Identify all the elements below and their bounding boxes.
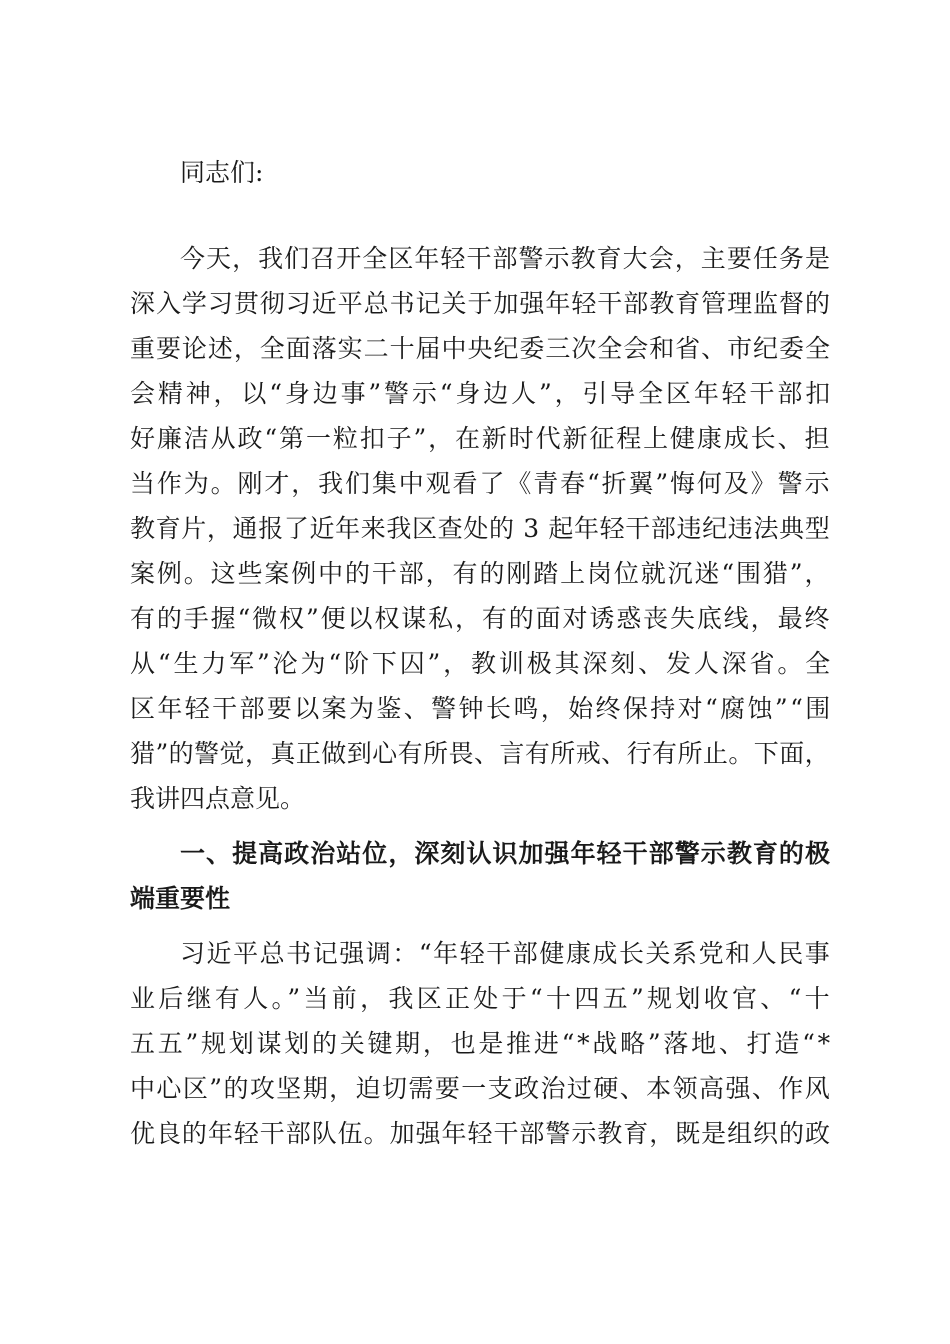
paragraph1-line-11: 区年轻干部要以案为鉴、警钟长鸣，始终保持对“腐蚀”“围 xyxy=(130,694,833,723)
section-heading-line-1: 一、提高政治站位，深刻认识加强年轻干部警示教育的极 xyxy=(180,839,832,868)
paragraph1-line-7: 教育片，通报了近年来我区查处的 3 起年轻干部违纪违法典型 xyxy=(130,514,831,543)
paragraph1-line-3: 重要论述，全面落实二十届中央纪委三次全会和省、市纪委全 xyxy=(130,334,831,363)
paragraph1-line-1: 今天，我们召开全区年轻干部警示教育大会，主要任务是 xyxy=(180,244,832,273)
paragraph2-line-4: 中心区”的攻坚期，迫切需要一支政治过硬、本领高强、作风 xyxy=(130,1074,832,1103)
paragraph2-line-2: 业后继有人。”当前，我区正处于“十四五”规划收官、“十 xyxy=(130,984,833,1013)
paragraph2-line-5: 优良的年轻干部队伍。加强年轻干部警示教育，既是组织的政 xyxy=(130,1119,831,1148)
paragraph1-line-8: 案例。这些案例中的干部，有的刚踏上岗位就沉迷“围猎”， xyxy=(130,559,832,588)
paragraph1-line-12: 猎”的警觉，真正做到心有所畏、言有所戒、行有所止。下面， xyxy=(130,739,831,768)
paragraph1-line-6: 当作为。刚才，我们集中观看了《青春“折翼”悔何及》警示 xyxy=(130,469,832,498)
paragraph1-line-10: 从“生力军”沦为“阶下囚”，教训极其深刻、发人深省。全 xyxy=(130,649,834,678)
paragraph1-line-9: 有的手握“微权”便以权谋私，有的面对诱惑丧失底线，最终 xyxy=(130,604,832,633)
salutation: 同志们: xyxy=(180,158,264,187)
paragraph1-line-4: 会精神，以“身边事”警示“身边人”，引导全区年轻干部扣 xyxy=(130,379,834,408)
paragraph2-line-3: 五五”规划谋划的关键期，也是推进“*战略”落地、打造“* xyxy=(130,1029,833,1058)
paragraph1-line-2: 深入学习贯彻习近平总书记关于加强年轻干部教育管理监督的 xyxy=(130,289,831,318)
paragraph1-line-5: 好廉洁从政“第一粒扣子”，在新时代新征程上健康成长、担 xyxy=(130,424,832,453)
section-heading-line-2: 端重要性 xyxy=(130,884,231,913)
paragraph1-line-13: 我讲四点意见。 xyxy=(130,784,306,813)
paragraph2-line-1: 习近平总书记强调：“年轻干部健康成长关系党和人民事 xyxy=(180,939,832,968)
